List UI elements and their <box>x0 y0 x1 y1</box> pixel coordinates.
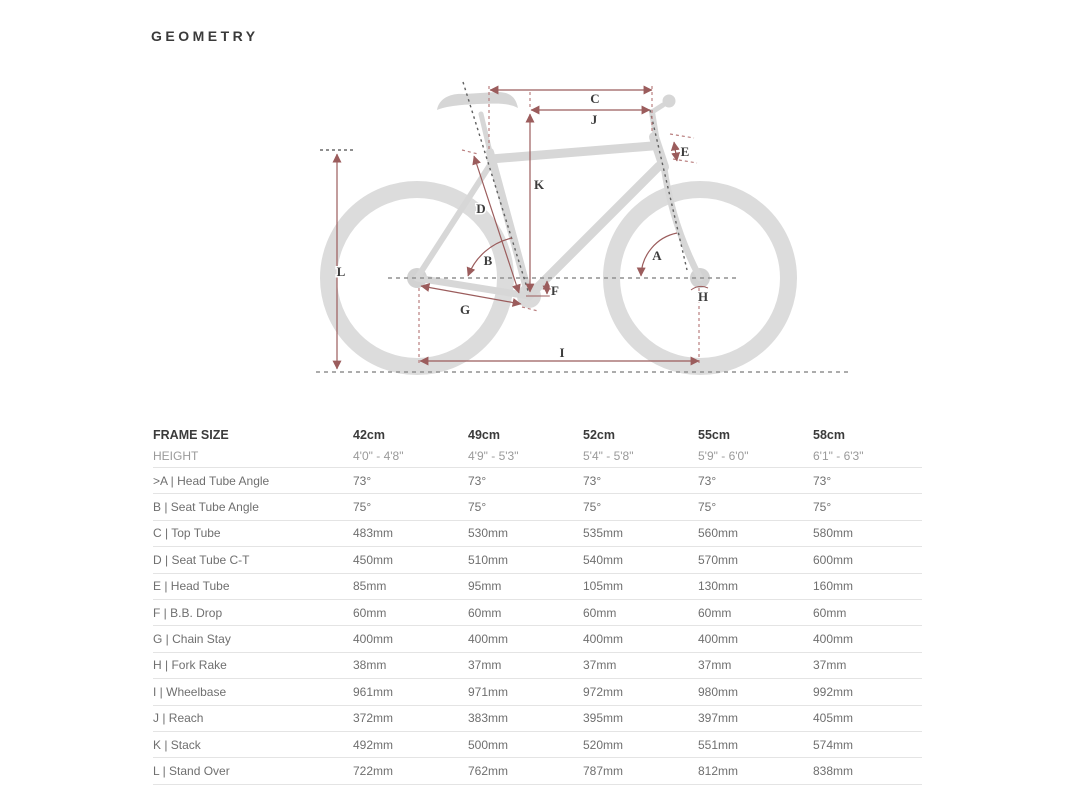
cell: 580mm <box>813 526 854 541</box>
top-tube <box>491 146 652 159</box>
label-fork-rake-H: H <box>697 289 709 304</box>
cell: 500mm <box>468 737 509 752</box>
label-head-tube-E: E <box>680 144 690 159</box>
header-size-42: 42cm <box>353 427 385 442</box>
header-size-58: 58cm <box>813 427 845 442</box>
cell: 60mm <box>583 605 617 620</box>
row-label: H | Fork Rake <box>153 658 227 673</box>
cell: 73° <box>468 473 487 488</box>
row-label: E | Head Tube <box>153 579 230 594</box>
ext-head-tube-top <box>670 134 694 138</box>
label-stack-K: K <box>533 177 545 192</box>
row-label: D | Seat Tube C-T <box>153 552 250 567</box>
cell: 60mm <box>698 605 732 620</box>
row-label: B | Seat Tube Angle <box>153 500 259 515</box>
header-frame-size: FRAME SIZE <box>153 427 229 442</box>
row-seat-tube-angle <box>153 494 922 520</box>
row-head-tube <box>153 574 922 600</box>
row-bb-drop <box>153 600 922 626</box>
cell: 762mm <box>468 763 509 778</box>
cell: 6'1" - 6'3" <box>813 449 864 463</box>
cell: 38mm <box>353 658 387 673</box>
label-head-tube-angle-A: A <box>652 248 662 263</box>
row-fork-rake <box>153 653 922 679</box>
cell: 60mm <box>468 605 502 620</box>
row-label: F | B.B. Drop <box>153 605 223 620</box>
cell: 130mm <box>698 579 739 594</box>
cell: 520mm <box>583 737 624 752</box>
cell: 5'4" - 5'8" <box>583 449 634 463</box>
cell: 405mm <box>813 711 854 726</box>
cell: 95mm <box>468 579 502 594</box>
cell: 37mm <box>698 658 732 673</box>
page-title: GEOMETRY <box>151 28 259 44</box>
row-label: I | Wheelbase <box>153 684 227 699</box>
geometry-spec-table <box>153 424 922 785</box>
row-chain-stay <box>153 626 922 652</box>
cell: 838mm <box>813 763 854 778</box>
cell: 372mm <box>353 711 394 726</box>
cell: 972mm <box>583 684 624 699</box>
saddle <box>437 92 518 110</box>
cell: 961mm <box>353 684 394 699</box>
cell: 400mm <box>353 632 394 647</box>
cell: 812mm <box>698 763 739 778</box>
cell: 73° <box>353 473 372 488</box>
cell: 400mm <box>698 632 739 647</box>
cell: 395mm <box>583 711 624 726</box>
cell: 400mm <box>813 632 854 647</box>
row-label: G | Chain Stay <box>153 632 231 647</box>
row-wheelbase <box>153 679 922 705</box>
row-reach <box>153 706 922 732</box>
bike-silhouette <box>329 92 789 367</box>
cell: 60mm <box>353 605 387 620</box>
cell: 75° <box>583 500 602 515</box>
cell: 37mm <box>468 658 502 673</box>
cell: 73° <box>698 473 717 488</box>
cell: 75° <box>813 500 832 515</box>
label-seat-tube-D: D <box>476 201 486 216</box>
row-label: L | Stand Over <box>153 763 230 778</box>
cell: 535mm <box>583 526 624 541</box>
cell: 560mm <box>698 526 739 541</box>
cell: 600mm <box>813 552 854 567</box>
cell: 510mm <box>468 552 509 567</box>
cell: 400mm <box>583 632 624 647</box>
label-bb-drop-F: F <box>551 283 559 298</box>
cell: 75° <box>698 500 717 515</box>
handlebar-grip <box>663 95 676 108</box>
row-label: HEIGHT <box>153 449 199 463</box>
row-label: J | Reach <box>153 711 204 726</box>
cell: 551mm <box>698 737 739 752</box>
label-reach-J: J <box>590 112 598 127</box>
cell: 570mm <box>698 552 739 567</box>
label-wheelbase-I: I <box>559 345 565 360</box>
header-size-55: 55cm <box>698 427 730 442</box>
cell: 73° <box>813 473 832 488</box>
ext-seat-tube-top-tick <box>462 150 478 154</box>
row-label: >A | Head Tube Angle <box>153 473 270 488</box>
row-top-tube <box>153 521 922 547</box>
label-standover-L: L <box>336 264 346 279</box>
cell: 60mm <box>813 605 847 620</box>
cell: 787mm <box>583 763 624 778</box>
cell: 992mm <box>813 684 854 699</box>
cell: 75° <box>353 500 372 515</box>
cell: 574mm <box>813 737 854 752</box>
cell: 400mm <box>468 632 509 647</box>
row-rider-height <box>153 445 922 468</box>
row-stack <box>153 732 922 758</box>
cell: 530mm <box>468 526 509 541</box>
label-seat-tube-angle-B: B <box>483 253 493 268</box>
cell: 971mm <box>468 684 509 699</box>
row-seat-tube-ct <box>153 547 922 573</box>
cell: 397mm <box>698 711 739 726</box>
dim-head-tube-E <box>674 142 677 161</box>
cell: 980mm <box>698 684 739 699</box>
header-size-52: 52cm <box>583 427 615 442</box>
cell: 160mm <box>813 579 854 594</box>
cell: 37mm <box>583 658 617 673</box>
cell: 105mm <box>583 579 624 594</box>
cell: 540mm <box>583 552 624 567</box>
row-label: C | Top Tube <box>153 526 221 541</box>
down-tube <box>529 166 659 296</box>
cell: 4'9" - 5'3" <box>468 449 519 463</box>
cell: 383mm <box>468 711 509 726</box>
header-size-49: 49cm <box>468 427 500 442</box>
cell: 492mm <box>353 737 394 752</box>
cell: 722mm <box>353 763 394 778</box>
cell: 4'0" - 4'8" <box>353 449 404 463</box>
cell: 85mm <box>353 579 387 594</box>
label-chain-stay-G: G <box>459 302 471 317</box>
cell: 75° <box>468 500 487 515</box>
row-stand-over <box>153 758 922 784</box>
cell: 37mm <box>813 658 847 673</box>
table-header-row <box>153 424 922 445</box>
cell: 5'9" - 6'0" <box>698 449 749 463</box>
cell: 483mm <box>353 526 394 541</box>
label-top-tube-C: C <box>590 91 600 106</box>
row-label: K | Stack <box>153 737 201 752</box>
row-head-tube-angle <box>153 468 922 494</box>
handlebar <box>652 105 663 112</box>
cell: 73° <box>583 473 602 488</box>
cell: 450mm <box>353 552 394 567</box>
